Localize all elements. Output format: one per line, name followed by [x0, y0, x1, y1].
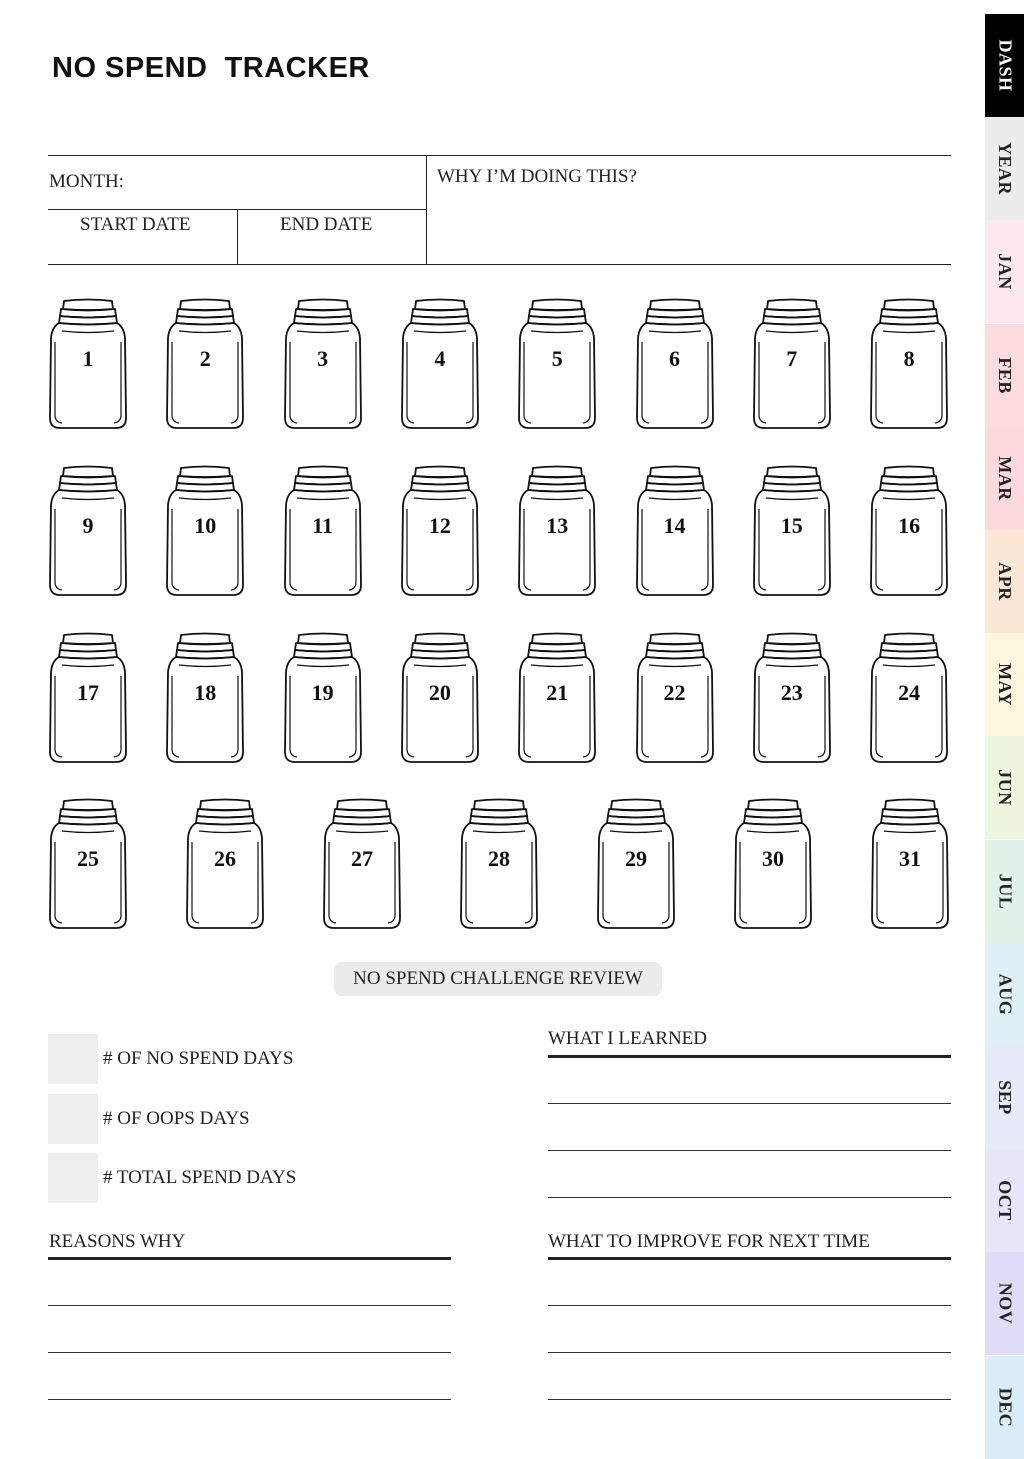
tab-may[interactable] [985, 633, 1024, 736]
day-jar[interactable] [752, 632, 832, 764]
tab-sep[interactable] [985, 1046, 1024, 1149]
day-jar[interactable] [733, 798, 813, 930]
day-jar[interactable] [400, 298, 480, 430]
tab-label: MAR [995, 456, 1015, 501]
day-jar[interactable] [322, 798, 402, 930]
day-number: 8 [903, 346, 915, 371]
tab-label: NOV [995, 1283, 1015, 1325]
day-jar[interactable] [48, 798, 128, 930]
day-number: 26 [214, 846, 236, 871]
total-spend-days-label: # TOTAL SPEND DAYS [103, 1167, 297, 1188]
page-title: NO SPEND TRACKER [52, 52, 370, 84]
improve-line[interactable] [548, 1305, 951, 1306]
tab-jul[interactable] [985, 840, 1024, 943]
tab-nov[interactable] [985, 1252, 1024, 1355]
date-divider [237, 209, 238, 264]
day-jar[interactable] [48, 632, 128, 764]
day-jar[interactable] [165, 632, 245, 764]
header-divider [426, 155, 427, 264]
day-number: 20 [428, 680, 451, 705]
day-jar[interactable] [165, 298, 245, 430]
day-number: 2 [199, 346, 211, 371]
learned-line[interactable] [548, 1150, 951, 1151]
day-number: 29 [625, 846, 647, 871]
header-bottom-rule [48, 264, 951, 265]
day-jar[interactable] [165, 465, 245, 597]
reasons-line[interactable] [48, 1399, 451, 1400]
learned-line[interactable] [548, 1103, 951, 1104]
day-jar[interactable] [517, 465, 597, 597]
total-spend-days-box[interactable] [48, 1153, 98, 1203]
day-jar[interactable] [635, 632, 715, 764]
day-jar[interactable] [283, 465, 363, 597]
tab-label: YEAR [995, 142, 1016, 196]
no-spend-days-label: # OF NO SPEND DAYS [103, 1048, 294, 1069]
day-jar[interactable] [635, 298, 715, 430]
tab-label: OCT [995, 1180, 1016, 1221]
tab-label: MAY [995, 663, 1015, 707]
day-number: 30 [762, 846, 784, 871]
day-number: 22 [663, 680, 686, 705]
day-number: 12 [428, 513, 451, 538]
day-number: 9 [82, 513, 94, 538]
tab-label: JUN [995, 769, 1015, 807]
tab-mar[interactable] [985, 427, 1024, 530]
tab-jun[interactable] [985, 736, 1024, 839]
tab-jan[interactable] [985, 220, 1024, 323]
tab-dec[interactable] [985, 1356, 1024, 1459]
day-number: 28 [488, 846, 510, 871]
end-date-field[interactable]: END DATE [280, 214, 373, 235]
day-number: 13 [546, 513, 569, 538]
day-number: 31 [899, 846, 921, 871]
why-field[interactable]: WHY I’M DOING THIS? [437, 166, 637, 187]
tab-label: APR [995, 562, 1015, 601]
tab-label: JUL [994, 873, 1015, 909]
day-number: 14 [663, 513, 686, 538]
learned-heading-rule [548, 1055, 951, 1058]
day-jar[interactable] [517, 632, 597, 764]
day-jar[interactable] [185, 798, 265, 930]
day-number: 16 [898, 513, 921, 538]
day-jar[interactable] [635, 465, 715, 597]
month-field[interactable]: MONTH: [49, 171, 124, 192]
day-number: 23 [780, 680, 803, 705]
improve-line[interactable] [548, 1399, 951, 1400]
tab-dash[interactable] [985, 14, 1024, 117]
day-jar[interactable] [869, 298, 949, 430]
day-jar[interactable] [517, 298, 597, 430]
day-jar[interactable] [400, 465, 480, 597]
day-jar[interactable] [283, 298, 363, 430]
learned-heading: WHAT I LEARNED [548, 1028, 708, 1049]
day-jar[interactable] [870, 798, 950, 930]
day-number: 25 [77, 846, 99, 871]
day-number: 27 [351, 846, 373, 871]
tab-aug[interactable] [985, 943, 1024, 1046]
day-number: 17 [77, 680, 99, 705]
tab-oct[interactable] [985, 1149, 1024, 1252]
day-number: 5 [551, 346, 563, 371]
tab-label: AUG [995, 973, 1015, 1016]
tab-year[interactable] [985, 117, 1024, 220]
day-number: 10 [194, 513, 217, 538]
tab-label: FEB [994, 356, 1015, 394]
reasons-heading-rule [48, 1257, 451, 1260]
tab-label: JAN [995, 253, 1015, 291]
day-jar[interactable] [869, 632, 949, 764]
day-number: 15 [780, 513, 803, 538]
start-date-field[interactable]: START DATE [80, 214, 191, 235]
day-number: 21 [546, 680, 569, 705]
day-number: 7 [786, 346, 798, 371]
header-top-rule [48, 155, 951, 156]
day-jar[interactable] [596, 798, 676, 930]
day-jar[interactable] [48, 298, 128, 430]
day-jar[interactable] [283, 632, 363, 764]
oops-days-label: # OF OOPS DAYS [103, 1108, 250, 1129]
day-number: 19 [311, 680, 334, 705]
day-number: 4 [434, 346, 446, 371]
tab-feb[interactable] [985, 324, 1024, 427]
day-number: 11 [312, 513, 333, 538]
improve-heading: WHAT TO IMPROVE FOR NEXT TIME [548, 1231, 870, 1252]
review-heading: NO SPEND CHALLENGE REVIEW [334, 962, 662, 996]
tab-label: SEP [994, 1080, 1015, 1115]
reasons-line[interactable] [48, 1352, 451, 1353]
day-number: 6 [669, 346, 680, 371]
day-jar[interactable] [400, 632, 480, 764]
day-number: 18 [194, 680, 217, 705]
oops-days-box[interactable] [48, 1094, 98, 1144]
reasons-heading: REASONS WHY [49, 1231, 186, 1252]
day-jar[interactable] [459, 798, 539, 930]
reasons-line[interactable] [48, 1305, 451, 1306]
day-jar[interactable] [48, 465, 128, 597]
learned-line[interactable] [548, 1197, 951, 1198]
day-number: 24 [898, 680, 921, 705]
day-jar[interactable] [869, 465, 949, 597]
day-jar[interactable] [752, 465, 832, 597]
improve-heading-rule [548, 1257, 951, 1260]
no-spend-days-box[interactable] [48, 1034, 98, 1084]
day-number: 3 [317, 346, 329, 371]
day-number: 1 [82, 346, 94, 371]
tab-label: DEC [995, 1387, 1016, 1427]
day-jar[interactable] [752, 298, 832, 430]
tab-label: DASH [995, 39, 1016, 92]
tab-apr[interactable] [985, 530, 1024, 633]
improve-line[interactable] [548, 1352, 951, 1353]
